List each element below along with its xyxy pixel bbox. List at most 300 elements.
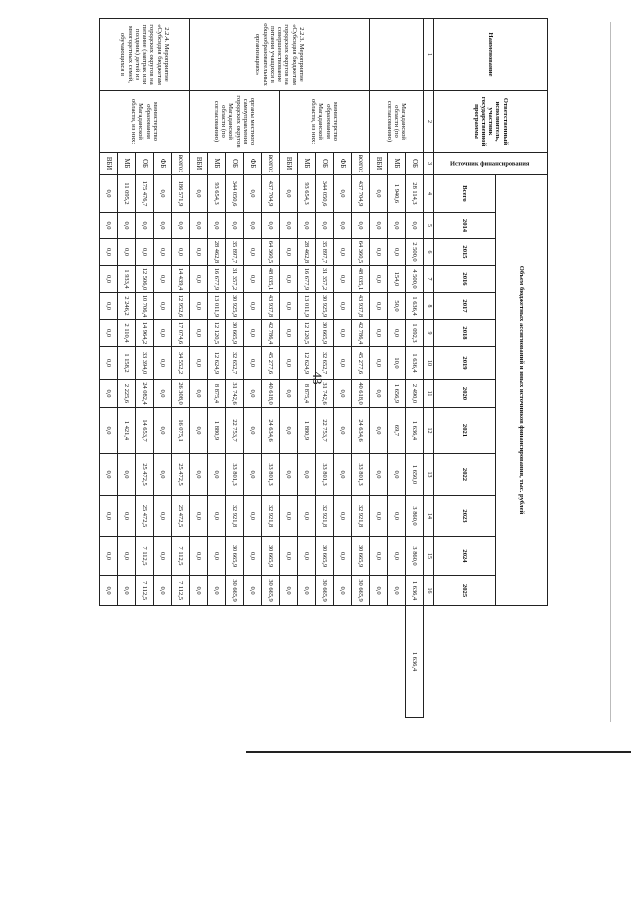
- value-cell: 32 921,8: [352, 496, 370, 537]
- source-cell: ОБ: [316, 153, 334, 175]
- total-cell: 344 050,6: [226, 175, 244, 213]
- value-cell: 1 092,3: [406, 320, 424, 347]
- value-cell: 0,0: [100, 239, 118, 266]
- value-cell: 0,0: [244, 576, 262, 606]
- value-cell: 0,0: [154, 320, 172, 347]
- value-cell: 0,0: [190, 347, 208, 380]
- value-cell: 0,0: [244, 537, 262, 576]
- source-cell: всего:: [172, 153, 190, 175]
- value-cell: 0,0: [244, 454, 262, 496]
- value-cell: 0,0: [370, 496, 388, 537]
- source-cell: ФБ: [154, 153, 172, 175]
- value-cell: 0,0: [190, 213, 208, 239]
- col-name-header: Наименование: [434, 19, 548, 91]
- value-cell: 0,0: [334, 408, 352, 454]
- value-cell: 7 112,5: [136, 537, 154, 576]
- value-cell: 0,0: [280, 293, 298, 320]
- value-cell: 32 652,7: [226, 347, 244, 380]
- value-cell: 40 618,0: [352, 380, 370, 408]
- column-number: 13: [424, 454, 434, 496]
- value-cell: 0,0: [190, 576, 208, 606]
- value-cell: 0,0: [370, 347, 388, 380]
- value-cell: 3 860,0: [406, 496, 424, 537]
- column-number: 7: [424, 266, 434, 293]
- value-cell: 0,0: [352, 213, 370, 239]
- value-cell: 30 665,9: [226, 320, 244, 347]
- value-cell: 0,0: [334, 496, 352, 537]
- value-cell: 45 277,6: [262, 347, 280, 380]
- value-cell: 1 636,4: [406, 408, 424, 454]
- value-cell: 16 075,1: [172, 408, 190, 454]
- value-cell: 0,0: [388, 320, 406, 347]
- value-cell: 0,0: [280, 496, 298, 537]
- table-row: [352, 19, 370, 718]
- total-cell: 0,0: [190, 175, 208, 213]
- value-cell: 1 636,4: [406, 293, 424, 320]
- value-cell: 32 921,8: [226, 496, 244, 537]
- value-cell: 32 652,7: [316, 347, 334, 380]
- value-cell: 2 110,4: [118, 320, 136, 347]
- value-cell: 1 880,9: [298, 408, 316, 454]
- year-header: 2019: [434, 347, 496, 380]
- value-cell: 7 112,5: [172, 576, 190, 606]
- value-cell: 30 925,9: [316, 293, 334, 320]
- column-number: 4: [424, 175, 434, 213]
- value-cell: 0,0: [388, 496, 406, 537]
- value-cell: 0,0: [298, 496, 316, 537]
- responsible-cell: министерство образования Магаданской области, из них:: [100, 91, 190, 153]
- total-cell: 186 571,9: [172, 175, 190, 213]
- value-cell: 7 112,5: [172, 537, 190, 576]
- total-cell: 0,0: [100, 175, 118, 213]
- total-cell: 1 940,6: [388, 175, 406, 213]
- value-cell: 0,0: [190, 239, 208, 266]
- value-cell: 1 421,4: [118, 408, 136, 454]
- value-cell: 0,0: [190, 380, 208, 408]
- value-cell: 30 665,9: [352, 537, 370, 576]
- value-cell: 0,0: [334, 576, 352, 606]
- source-cell: ВБИ: [280, 153, 298, 175]
- value-cell: 0,0: [208, 537, 226, 576]
- value-cell: 2 246,2: [118, 293, 136, 320]
- col-responsible-header: Ответственный исполнитель, участник государственной программы: [434, 91, 548, 153]
- value-cell: 43 937,8: [352, 293, 370, 320]
- col-total-header: Всего: [434, 175, 496, 213]
- column-number: 2: [424, 91, 434, 153]
- value-cell: 1 933,4: [118, 266, 136, 293]
- year-header: 2014: [434, 213, 496, 239]
- value-cell: 42 786,4: [262, 320, 280, 347]
- year-header: 2021: [434, 408, 496, 454]
- value-cell: 25 472,5: [172, 496, 190, 537]
- value-cell: 0,0: [136, 213, 154, 239]
- value-cell: 0,0: [370, 239, 388, 266]
- total-cell: 93 654,3: [208, 175, 226, 213]
- table-row: [172, 19, 190, 718]
- value-cell: 14 653,7: [136, 408, 154, 454]
- value-cell: 12 120,5: [298, 320, 316, 347]
- value-cell: 8 875,4: [298, 380, 316, 408]
- total-cell: 11 095,2: [118, 175, 136, 213]
- value-cell: 0,0: [262, 213, 280, 239]
- value-cell: 30 925,9: [226, 293, 244, 320]
- value-cell: 64 360,5: [262, 239, 280, 266]
- value-cell: 0,0: [370, 213, 388, 239]
- year-header: 2017: [434, 293, 496, 320]
- year-header: 2018: [434, 320, 496, 347]
- column-number: 9: [424, 320, 434, 347]
- value-cell: 0,0: [370, 380, 388, 408]
- col-source-header: Источник финансирования: [434, 153, 548, 175]
- value-cell: 0,0: [100, 347, 118, 380]
- value-cell: 0,0: [100, 496, 118, 537]
- value-cell: 0,0: [244, 213, 262, 239]
- value-cell: 13 011,9: [298, 293, 316, 320]
- source-cell: всего:: [262, 153, 280, 175]
- source-cell: ОБ: [136, 153, 154, 175]
- value-cell: 0,0: [388, 213, 406, 239]
- value-cell: 8 875,4: [208, 380, 226, 408]
- source-cell: ОБ: [226, 153, 244, 175]
- total-cell: 0,0: [334, 175, 352, 213]
- value-cell: 0,0: [172, 213, 190, 239]
- value-cell: 0,0: [388, 537, 406, 576]
- value-cell: 16 677,9: [208, 266, 226, 293]
- year-header: 2025: [434, 576, 496, 606]
- value-cell: 0,0: [244, 266, 262, 293]
- measure-name-cell: 2.2.3. Мероприятие «Субсидия бюджетам городских округов на совершенствование питания учащихся в общеобразовательных организациях»: [190, 19, 370, 91]
- value-cell: 30 665,9: [262, 576, 280, 606]
- value-cell: 0,0: [190, 293, 208, 320]
- column-number: 5: [424, 213, 434, 239]
- value-cell: 0,0: [406, 213, 424, 239]
- value-cell: 43 937,8: [262, 293, 280, 320]
- value-cell: 33 801,3: [226, 454, 244, 496]
- column-number: 8: [424, 293, 434, 320]
- value-cell: 0,0: [100, 537, 118, 576]
- value-cell: 24 634,6: [352, 408, 370, 454]
- value-cell: 0,0: [154, 293, 172, 320]
- value-cell: 2 500,0: [406, 239, 424, 266]
- value-cell: 0,0: [154, 380, 172, 408]
- value-cell: 13 011,9: [208, 293, 226, 320]
- source-cell: МБ: [208, 153, 226, 175]
- value-cell: 24 634,6: [262, 408, 280, 454]
- measure-name-cell: 2.2.4. Мероприятие «Субсидия бюджетам городских округов на питание (завтрак или полдник) детей из многодетных семей, обучающихся в: [100, 19, 190, 91]
- column-number: 11: [424, 380, 434, 408]
- value-cell: 64 360,5: [352, 239, 370, 266]
- year-header: 2020: [434, 380, 496, 408]
- value-cell: 0,0: [244, 239, 262, 266]
- value-cell: 0,0: [100, 408, 118, 454]
- value-cell: 33 801,3: [352, 454, 370, 496]
- value-cell: 28 462,8: [298, 239, 316, 266]
- value-cell: 12 624,9: [298, 347, 316, 380]
- value-cell: 0,0: [118, 454, 136, 496]
- value-cell: 1 158,2: [118, 347, 136, 380]
- value-cell: 0,0: [208, 496, 226, 537]
- responsible-cell: министерство образования Магаданской области, из них:: [280, 91, 370, 153]
- value-cell: 2 490,0: [406, 380, 424, 408]
- value-cell: 31 357,2: [226, 266, 244, 293]
- value-cell: 31 742,6: [316, 380, 334, 408]
- value-cell: 0,0: [154, 266, 172, 293]
- source-cell: МБ: [298, 153, 316, 175]
- value-cell: 0,0: [100, 266, 118, 293]
- value-cell: 33 801,3: [316, 454, 334, 496]
- responsible-cell: Магаданской области (по согласованию): [370, 91, 424, 153]
- value-cell: 50,0: [388, 293, 406, 320]
- value-cell: 0,0: [370, 320, 388, 347]
- value-cell: 0,0: [280, 576, 298, 606]
- table-row: [406, 19, 424, 718]
- year-header: 2024: [434, 537, 496, 576]
- value-cell: 0,0: [280, 408, 298, 454]
- value-cell: 0,0: [154, 213, 172, 239]
- value-cell: 0,0: [100, 576, 118, 606]
- column-number: 1: [424, 19, 434, 91]
- value-cell: 25 472,5: [172, 454, 190, 496]
- value-cell: 25 472,5: [136, 454, 154, 496]
- value-cell: 0,0: [334, 266, 352, 293]
- value-cell: 0,0: [316, 213, 334, 239]
- value-cell: 0,0: [190, 320, 208, 347]
- value-cell: 35 897,7: [316, 239, 334, 266]
- value-cell: 31 742,6: [226, 380, 244, 408]
- column-number: 10: [424, 347, 434, 380]
- value-cell: 45 277,6: [352, 347, 370, 380]
- value-cell: 0,0: [298, 213, 316, 239]
- total-cell: 0,0: [244, 175, 262, 213]
- year-header: 2023: [434, 496, 496, 537]
- value-cell: 30 665,9: [316, 320, 334, 347]
- value-cell: 40 618,0: [262, 380, 280, 408]
- value-cell: 0,0: [190, 266, 208, 293]
- column-number: 14: [424, 496, 434, 537]
- measure-name-cell: [370, 19, 424, 91]
- value-cell: 16 677,9: [298, 266, 316, 293]
- value-cell: 0,0: [244, 408, 262, 454]
- value-cell: 12 506,0: [136, 266, 154, 293]
- total-cell: 0,0: [370, 175, 388, 213]
- value-cell: 0,0: [280, 266, 298, 293]
- footer-rule: [246, 751, 631, 753]
- scan-edge-line: [610, 22, 611, 722]
- column-number: 16: [424, 576, 434, 606]
- value-cell: 42 786,4: [352, 320, 370, 347]
- value-cell: 0,0: [190, 496, 208, 537]
- value-cell: 0,0: [154, 347, 172, 380]
- total-cell: 0,0: [154, 175, 172, 213]
- source-cell: ФБ: [244, 153, 262, 175]
- value-cell: 0,0: [370, 576, 388, 606]
- source-cell: всего:: [352, 153, 370, 175]
- value-cell: 12 120,5: [208, 320, 226, 347]
- value-cell: 0,0: [298, 454, 316, 496]
- year-header: 2016: [434, 266, 496, 293]
- value-cell: 22 753,7: [316, 408, 334, 454]
- year-header: 2015: [434, 239, 496, 266]
- value-cell: 1 636,4: [406, 576, 424, 606]
- year-header: 2022: [434, 454, 496, 496]
- source-cell: МБ: [118, 153, 136, 175]
- value-cell: 0,0: [154, 537, 172, 576]
- value-cell: 0,0: [190, 454, 208, 496]
- value-cell: 0,0: [154, 454, 172, 496]
- value-cell: 10,0: [388, 347, 406, 380]
- value-cell: 0,0: [100, 293, 118, 320]
- value-cell: 0,0: [388, 239, 406, 266]
- value-cell: 26 308,0: [172, 380, 190, 408]
- value-cell: 30 665,9: [226, 537, 244, 576]
- value-cell: 12 952,6: [172, 293, 190, 320]
- value-cell: 0,0: [244, 380, 262, 408]
- total-cell: 0,0: [280, 175, 298, 213]
- value-cell: 1 656,9: [388, 380, 406, 408]
- value-cell: 0,0: [100, 454, 118, 496]
- total-cell: 28 114,3: [406, 175, 424, 213]
- value-cell: 0,0: [154, 496, 172, 537]
- value-cell: 0,0: [244, 347, 262, 380]
- value-cell: 48 035,1: [262, 266, 280, 293]
- value-cell: 0,0: [370, 408, 388, 454]
- value-cell: 0,0: [154, 239, 172, 266]
- value-cell: 0,0: [244, 320, 262, 347]
- value-cell: 0,0: [334, 320, 352, 347]
- value-cell: 0,0: [190, 537, 208, 576]
- value-cell: 69,7: [388, 408, 406, 454]
- source-cell: МБ: [388, 153, 406, 175]
- source-cell: ВБИ: [370, 153, 388, 175]
- value-cell: 7 112,5: [136, 576, 154, 606]
- value-cell: 1 636,4: [406, 347, 424, 380]
- responsible-cell: органы местного самоуправления городских округов Магаданской области (по согласованию): [190, 91, 280, 153]
- value-cell: 0,0: [190, 408, 208, 454]
- value-cell: 0,0: [118, 537, 136, 576]
- value-cell: 1 880,9: [208, 408, 226, 454]
- total-cell: 437 704,9: [262, 175, 280, 213]
- value-cell: 0,0: [334, 213, 352, 239]
- value-cell: 0,0: [298, 576, 316, 606]
- value-cell: 14 964,2: [136, 320, 154, 347]
- source-cell: ФБ: [334, 153, 352, 175]
- funding-table: [99, 18, 548, 718]
- value-cell: 30 665,9: [316, 537, 334, 576]
- value-cell: 0,0: [334, 239, 352, 266]
- value-cell: 33 394,0: [136, 347, 154, 380]
- value-cell: 32 921,8: [316, 496, 334, 537]
- value-cell: 30 665,9: [352, 576, 370, 606]
- value-cell: 0,0: [370, 454, 388, 496]
- value-cell: 0,0: [370, 293, 388, 320]
- value-cell: 24 082,4: [136, 380, 154, 408]
- value-cell: 0,0: [154, 576, 172, 606]
- col-volume-header: Объем бюджетных ассигнований и иных источников финансирования, тыс. рублей: [496, 175, 548, 606]
- value-cell: 0,0: [388, 454, 406, 496]
- value-cell: 30 665,9: [316, 576, 334, 606]
- page-number: 43: [310, 371, 325, 385]
- value-cell: 0,0: [280, 380, 298, 408]
- value-cell: 0,0: [226, 213, 244, 239]
- value-cell: 0,0: [208, 576, 226, 606]
- value-cell: 30 665,9: [262, 537, 280, 576]
- value-cell: 0,0: [136, 239, 154, 266]
- source-cell: ВБИ: [100, 153, 118, 175]
- value-cell: 31 357,2: [316, 266, 334, 293]
- value-cell: 34 552,2: [172, 347, 190, 380]
- value-cell: 0,0: [118, 239, 136, 266]
- value-cell: 1 636,4: [406, 606, 424, 718]
- value-cell: 4 500,0: [406, 266, 424, 293]
- value-cell: 48 035,1: [352, 266, 370, 293]
- value-cell: 0,0: [280, 454, 298, 496]
- value-cell: 10 706,4: [136, 293, 154, 320]
- value-cell: 0,0: [334, 454, 352, 496]
- value-cell: 0,0: [208, 213, 226, 239]
- total-cell: 93 654,3: [298, 175, 316, 213]
- value-cell: 154,0: [388, 266, 406, 293]
- value-cell: 25 472,5: [136, 496, 154, 537]
- value-cell: 2 225,6: [118, 380, 136, 408]
- column-number: 6: [424, 239, 434, 266]
- value-cell: 0,0: [118, 213, 136, 239]
- total-cell: 175 476,7: [136, 175, 154, 213]
- value-cell: 17 074,6: [172, 320, 190, 347]
- value-cell: 0,0: [370, 537, 388, 576]
- value-cell: 32 921,8: [262, 496, 280, 537]
- total-cell: 437 704,9: [352, 175, 370, 213]
- rotated-table-viewport: [99, 18, 548, 718]
- value-cell: 0,0: [280, 239, 298, 266]
- value-cell: 0,0: [244, 293, 262, 320]
- value-cell: 28 462,8: [208, 239, 226, 266]
- source-cell: ОБ: [406, 153, 424, 175]
- column-number: 3: [424, 153, 434, 175]
- value-cell: 0,0: [118, 496, 136, 537]
- value-cell: 0,0: [280, 213, 298, 239]
- value-cell: 30 665,9: [226, 576, 244, 606]
- value-cell: 0,0: [208, 454, 226, 496]
- value-cell: 0,0: [388, 576, 406, 606]
- value-cell: 0,0: [172, 239, 190, 266]
- value-cell: 0,0: [100, 213, 118, 239]
- value-cell: 0,0: [118, 576, 136, 606]
- value-cell: 0,0: [334, 380, 352, 408]
- value-cell: 14 439,4: [172, 266, 190, 293]
- value-cell: 35 897,7: [226, 239, 244, 266]
- total-cell: 344 050,6: [316, 175, 334, 213]
- column-number: 15: [424, 537, 434, 576]
- value-cell: 33 801,3: [262, 454, 280, 496]
- value-cell: 0,0: [298, 537, 316, 576]
- value-cell: 0,0: [334, 293, 352, 320]
- column-number: 12: [424, 408, 434, 454]
- value-cell: 22 753,7: [226, 408, 244, 454]
- table-row: [262, 19, 280, 718]
- value-cell: 0,0: [370, 266, 388, 293]
- value-cell: 0,0: [100, 380, 118, 408]
- value-cell: 0,0: [334, 347, 352, 380]
- value-cell: 0,0: [280, 537, 298, 576]
- value-cell: 0,0: [100, 320, 118, 347]
- value-cell: 0,0: [280, 320, 298, 347]
- value-cell: 0,0: [154, 408, 172, 454]
- value-cell: 1 650,0: [406, 454, 424, 496]
- value-cell: 0,0: [280, 347, 298, 380]
- source-cell: ВБИ: [190, 153, 208, 175]
- value-cell: 3 860,0: [406, 537, 424, 576]
- value-cell: 0,0: [244, 496, 262, 537]
